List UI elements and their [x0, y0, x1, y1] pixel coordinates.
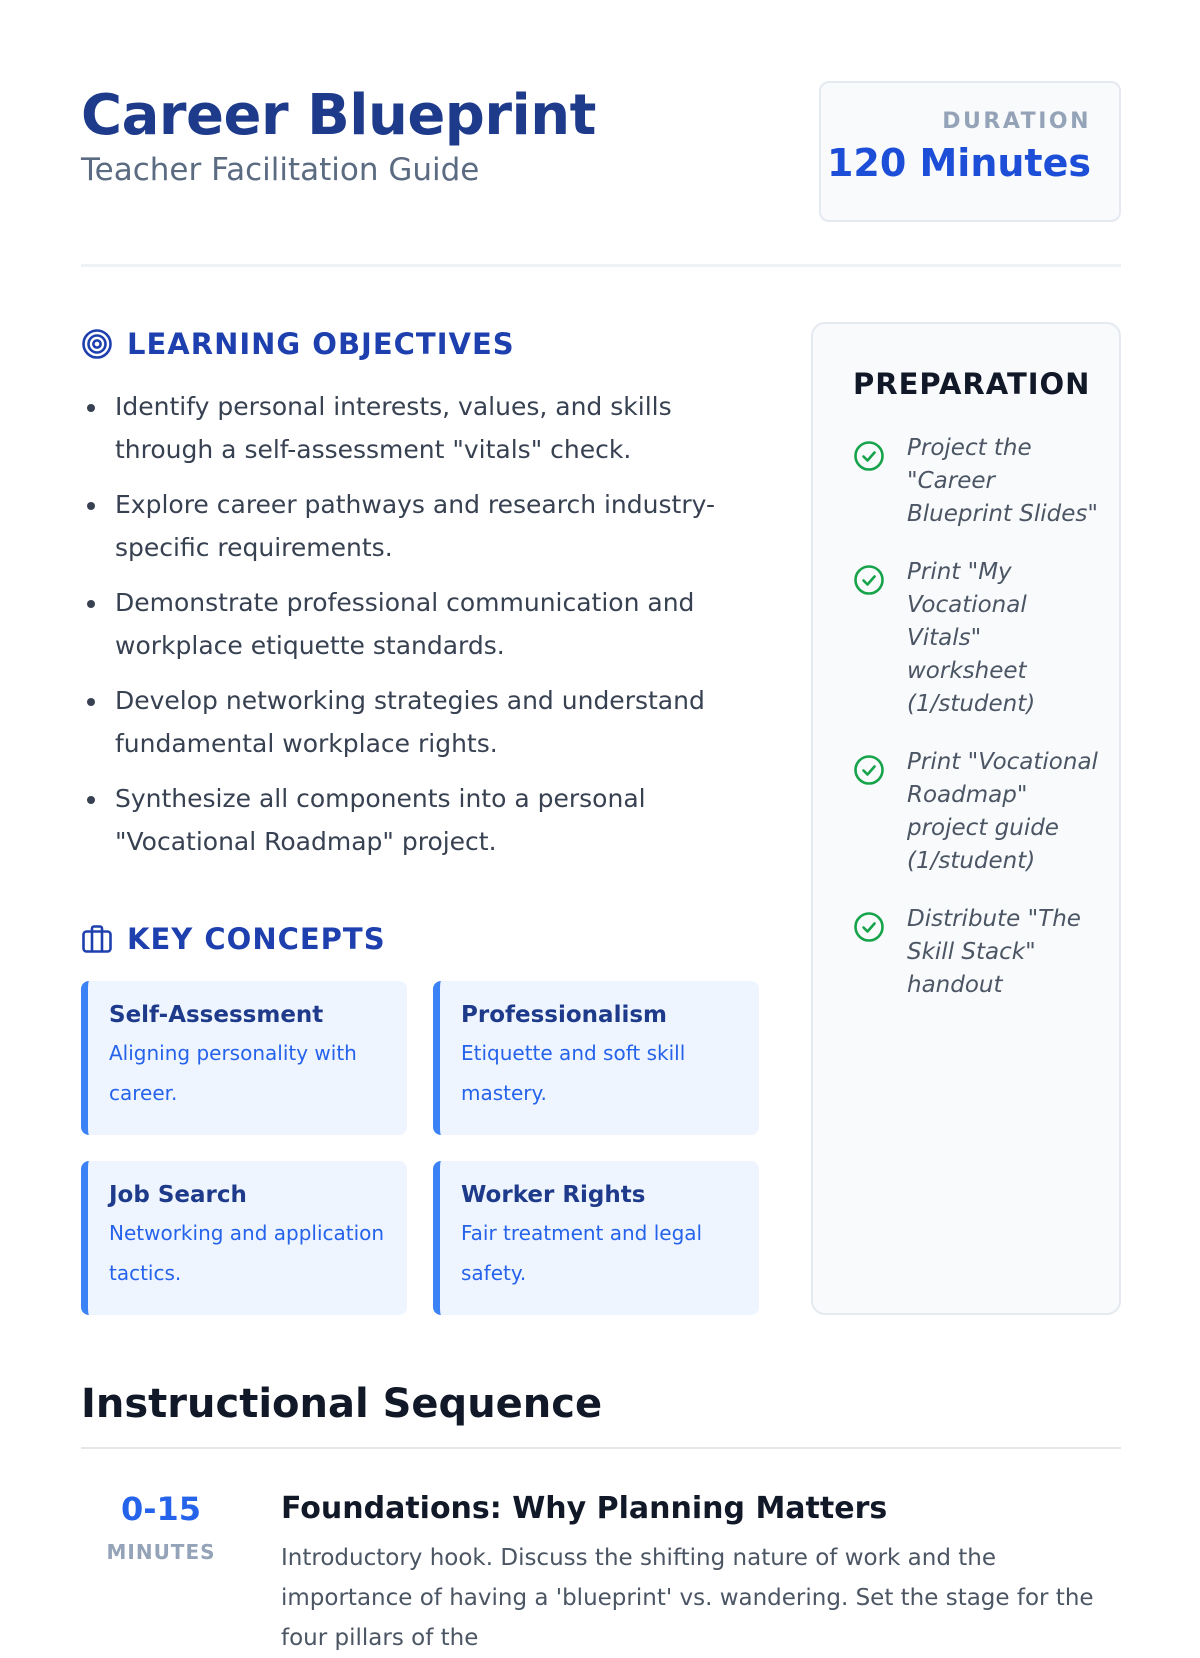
sequence-step-desc: Introductory hook. Discuss the shifting nature of work and the importance of having a 'blueprint' vs. wandering. Set the stage for the four pillars of the — [281, 1544, 1094, 1651]
concept-card-title: Professionalism — [461, 1002, 667, 1028]
sequence-step-time — [81, 1490, 241, 1564]
page-header — [81, 78, 1121, 267]
objective-item: Identify personal interests, values, and skills through a self-assessment "vitals" check. — [81, 385, 761, 471]
concept-card-desc: Networking and application tactics. — [109, 1220, 385, 1285]
sequence-heading: Instructional Sequence — [81, 1381, 603, 1427]
concepts-heading — [81, 919, 386, 959]
preparation-item — [853, 746, 1099, 878]
sequence-step-range: 0-15 — [120, 1490, 202, 1528]
objectives-heading-label: LEARNING OBJECTIVES — [127, 327, 515, 361]
objective-item: Develop networking strategies and understand fundamental workplace rights. — [81, 679, 761, 765]
preparation-item — [853, 432, 1099, 531]
check-circle-icon — [853, 754, 885, 786]
sequence-step-body — [281, 1490, 1121, 1658]
preparation-item — [853, 903, 1099, 1002]
objective-item: Demonstrate professional communication and workplace etiquette standards. — [81, 581, 761, 667]
preparation-heading: PREPARATION — [853, 367, 1091, 401]
sequence-step-unit: MINUTES — [106, 1540, 216, 1565]
sequence-divider — [81, 1447, 1121, 1449]
lesson-guide-page — [81, 0, 1121, 1651]
preparation-item-text: Print "My Vocational Vitals" worksheet (1/student) — [907, 558, 1036, 717]
concept-card-title: Self-Assessment — [109, 1002, 324, 1028]
objectives-list — [81, 385, 761, 875]
preparation-item-text: Print "Vocational Roadmap" project guide (1/student) — [907, 748, 1098, 874]
preparation-panel — [811, 322, 1121, 1315]
duration-label: DURATION — [942, 109, 1091, 134]
concept-card-professionalism — [433, 981, 759, 1135]
check-circle-icon — [853, 440, 885, 472]
page-subtitle: Teacher Facilitation Guide — [81, 152, 480, 188]
concept-card-title: Job Search — [109, 1182, 247, 1208]
concept-card-desc: Etiquette and soft skill mastery. — [461, 1040, 686, 1105]
objective-item: Synthesize all components into a personal "Vocational Roadmap" project. — [81, 777, 761, 863]
concept-card-self-assessment — [81, 981, 407, 1135]
briefcase-icon — [81, 923, 113, 955]
duration-value: 120 Minutes — [826, 141, 1091, 186]
check-circle-icon — [853, 564, 885, 596]
concept-card-job-search — [81, 1161, 407, 1315]
preparation-item-text: Distribute "The Skill Stack" handout — [907, 905, 1081, 998]
duration-box — [819, 81, 1121, 222]
preparation-item — [853, 556, 1099, 721]
sequence-step-title: Foundations: Why Planning Matters — [281, 1491, 888, 1526]
check-circle-icon — [853, 911, 885, 943]
target-icon — [81, 328, 113, 360]
preparation-item-text: Project the "Career Blueprint Slides" — [907, 434, 1098, 527]
objectives-heading — [81, 324, 515, 364]
page-title: Career Blueprint — [81, 83, 596, 148]
concept-card-worker-rights — [433, 1161, 759, 1315]
concept-card-desc: Aligning personality with career. — [109, 1040, 357, 1105]
objective-item: Explore career pathways and research industry-specific requirements. — [81, 483, 761, 569]
concept-card-desc: Fair treatment and legal safety. — [461, 1220, 703, 1285]
concept-card-title: Worker Rights — [461, 1182, 646, 1208]
sequence-step — [81, 1490, 1121, 1651]
concepts-heading-label: KEY CONCEPTS — [127, 922, 386, 956]
